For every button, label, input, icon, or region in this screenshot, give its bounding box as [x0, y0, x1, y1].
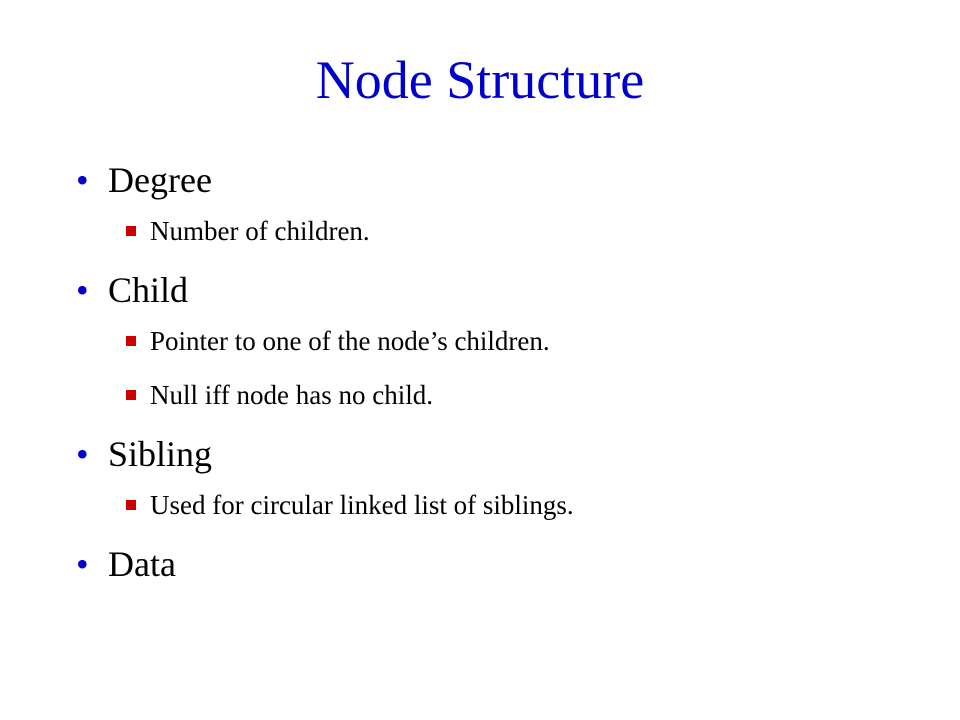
sub-item — [126, 478, 916, 532]
sub-list — [76, 478, 916, 532]
slide-title: Node Structure — [315, 50, 645, 110]
square-bullet-icon — [126, 336, 136, 346]
bullet-dot-icon: • — [76, 160, 89, 200]
list-item — [76, 430, 916, 532]
item-label: Sibling — [108, 434, 213, 474]
square-bullet-icon — [126, 390, 136, 400]
square-bullet-icon — [126, 500, 136, 510]
square-bullet-icon — [126, 226, 136, 236]
item-label: Data — [108, 544, 176, 584]
bullet-dot-icon: • — [76, 434, 89, 474]
sub-list — [76, 314, 916, 422]
sub-item-text: Null iff node has no child. — [150, 380, 433, 410]
sub-list — [76, 204, 916, 258]
sub-item-text: Pointer to one of the node’s children. — [150, 326, 550, 356]
list-item — [76, 540, 916, 588]
item-label: Degree — [108, 160, 212, 200]
sub-item-text: Used for circular linked list of siblings. — [150, 490, 574, 520]
bullet-dot-icon: • — [76, 270, 89, 310]
sub-item — [126, 204, 916, 258]
list-item — [76, 266, 916, 422]
sub-item — [126, 368, 916, 422]
bullet-dot-icon: • — [76, 544, 89, 584]
bullet-list — [76, 156, 916, 588]
sub-item-text: Number of children. — [150, 216, 370, 246]
sub-item — [126, 314, 916, 368]
item-label: Child — [108, 270, 189, 310]
list-item — [76, 156, 916, 258]
